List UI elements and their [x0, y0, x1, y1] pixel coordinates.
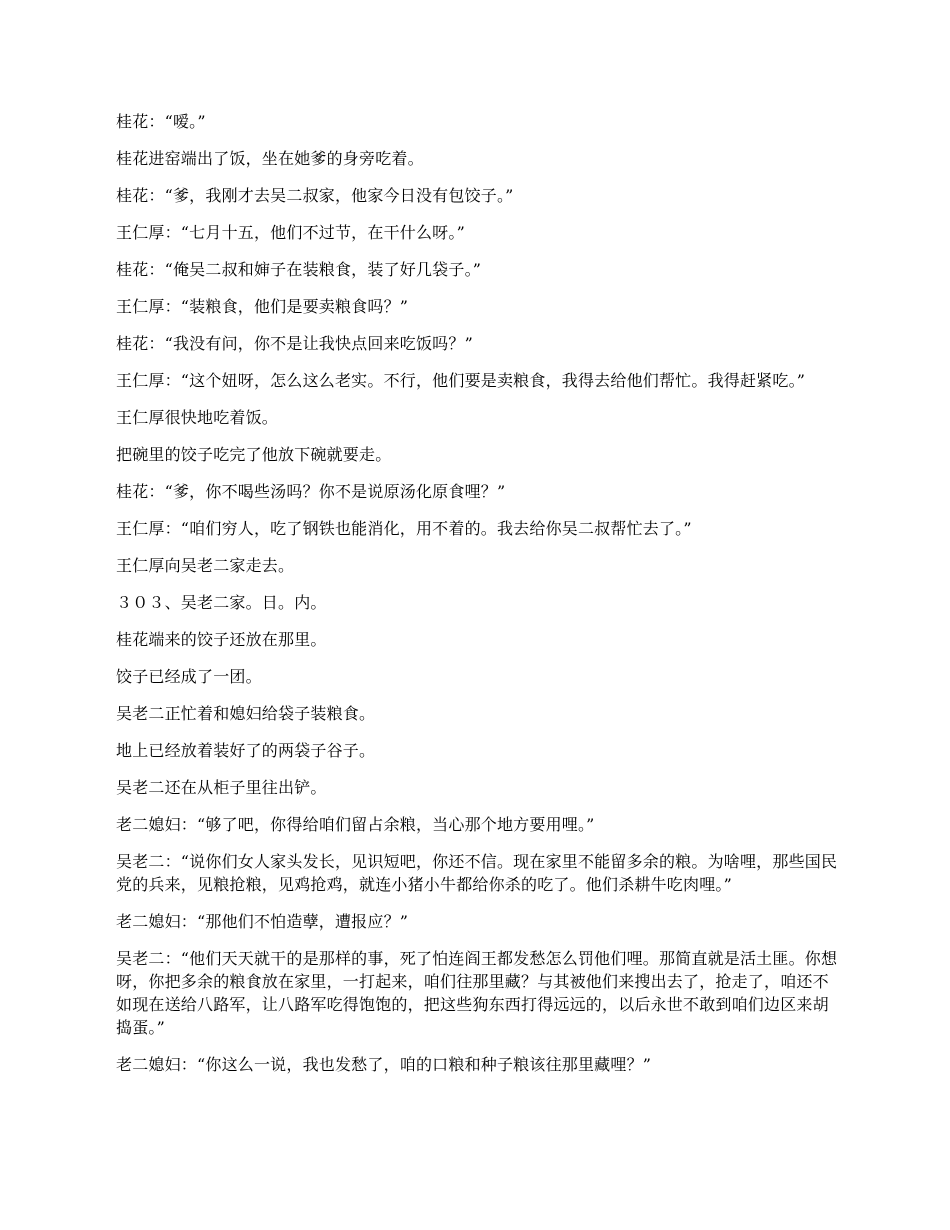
- paragraph: 吴老二：“他们天天就干的是那样的事，死了怕连阎王都发愁怎么罚他们哩。那简直就是活土匪。你想呀，你把多余的粮食放在家里，一打起来，咱们往那里藏？与其被他们来搜出去了，抢走了，咱还不如现在送给八路军，让八路军吃得饱饱的，把这些狗东西打得远远的，以后永世不敢到咱们边区来胡捣蛋。”: [116, 949, 838, 1037]
- paragraph: 吴老二还在从柜子里往出铲。: [116, 778, 327, 797]
- scene-heading: ３０３、吴老二家。日。内。: [116, 593, 327, 612]
- paragraph: 王仁厚向吴老二家走去。: [116, 556, 295, 575]
- paragraph: 吴老二：“说你们女人家头发长，见识短吧，你还不信。现在家里不能留多余的粮。为啥哩，那些国民党的兵来，见粮抢粮，见鸡抢鸡，就连小猪小牛都给你杀的吃了。他们杀耕牛吃肉哩。”: [116, 852, 838, 894]
- script-text-body: [116, 110, 838, 1090]
- paragraph: 吴老二正忙着和媳妇给袋子装粮食。: [116, 704, 376, 723]
- paragraph: 桂花：“爹，你不喝些汤吗？你不是说原汤化原食哩？”: [116, 482, 506, 501]
- paragraph: 桂花：“我没有问，你不是让我快点回来吃饭吗？”: [116, 334, 473, 353]
- paragraph: 把碗里的饺子吃完了他放下碗就要走。: [116, 445, 392, 464]
- paragraph: 王仁厚：“这个妞呀，怎么这么老实。不行，他们要是卖粮食，我得去给他们帮忙。我得赶紧吃。”: [116, 371, 806, 390]
- paragraph: 地上已经放着装好了的两袋子谷子。: [116, 741, 376, 760]
- paragraph: 王仁厚：“装粮食，他们是要卖粮食吗？”: [116, 297, 409, 316]
- paragraph: 桂花端来的饺子还放在那里。: [116, 630, 327, 649]
- paragraph: 王仁厚：“七月十五，他们不过节，在干什么呀。”: [116, 223, 465, 242]
- paragraph: 老二媳妇：“你这么一说，我也发愁了，咱的口粮和种子粮该往那里藏哩？”: [116, 1055, 652, 1074]
- paragraph: 桂花进窑端出了饭，坐在她爹的身旁吃着。: [116, 149, 424, 168]
- paragraph: 王仁厚很快地吃着饭。: [116, 408, 279, 427]
- paragraph: 老二媳妇：“那他们不怕造孽，遭报应？”: [116, 912, 409, 931]
- paragraph: 老二媳妇：“够了吧，你得给咱们留占余粮，当心那个地方要用哩。”: [116, 815, 595, 834]
- paragraph: 桂花：“俺吴二叔和婶子在装粮食，装了好几袋子。”: [116, 260, 482, 279]
- paragraph: 饺子已经成了一团。: [116, 667, 262, 686]
- paragraph: 桂花：“爹，我刚才去吴二叔家，他家今日没有包饺子。”: [116, 186, 514, 205]
- paragraph: 王仁厚：“咱们穷人，吃了钢铁也能消化，用不着的。我去给你吴二叔帮忙去了。”: [116, 519, 692, 538]
- paragraph: 桂花：“嗳。”: [116, 112, 206, 131]
